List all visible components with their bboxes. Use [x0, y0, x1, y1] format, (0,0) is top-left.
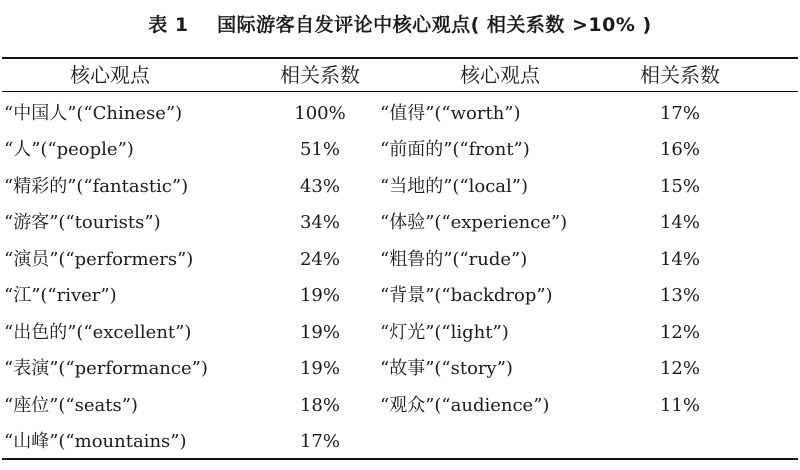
left-row-7-view: “出色的”(“excellent”): [4, 322, 192, 343]
right-row-5-view: “粗鲁的”(“rude”): [380, 249, 528, 270]
left-row-9-coefficient: 18%: [299, 395, 340, 416]
right-row-5-coefficient: 14%: [659, 249, 700, 270]
right-row-8-view: “故事”(“story”): [380, 358, 513, 379]
right-row-9-coefficient: 11%: [659, 395, 700, 416]
header-coefficient-right: 相关系数: [640, 63, 720, 87]
right-row-7-view: “灯光”(“light”): [380, 322, 509, 343]
left-row-9-view: “座位”(“seats”): [4, 395, 138, 416]
left-row-3-coefficient: 43%: [299, 176, 340, 197]
left-row-1-view: “中国人”(“Chinese”): [4, 103, 183, 124]
right-row-6-coefficient: 13%: [659, 285, 700, 306]
left-row-8-coefficient: 19%: [299, 358, 340, 379]
left-row-1-coefficient: 100%: [294, 103, 346, 124]
left-row-7-coefficient: 19%: [299, 322, 340, 343]
left-row-4-coefficient: 34%: [299, 212, 340, 233]
header-core-view-left: 核心观点: [70, 63, 150, 87]
right-row-1-view: “值得”(“worth”): [380, 103, 521, 124]
left-row-2-coefficient: 51%: [299, 139, 340, 160]
left-row-2-view: “人”(“people”): [4, 139, 134, 160]
left-row-6-coefficient: 19%: [299, 285, 340, 306]
table-top-rule: [2, 57, 798, 59]
left-row-10-view: “山峰”(“mountains”): [4, 431, 187, 452]
left-row-4-view: “游客”(“tourists”): [4, 212, 161, 233]
left-row-6-view: “江”(“river”): [4, 285, 117, 306]
right-row-7-coefficient: 12%: [659, 322, 700, 343]
left-row-10-coefficient: 17%: [299, 431, 340, 452]
header-core-view-right: 核心观点: [460, 63, 540, 87]
left-row-5-view: “演员”(“performers”): [4, 249, 194, 270]
right-row-9-view: “观众”(“audience”): [380, 395, 550, 416]
header-coefficient-left: 相关系数: [280, 63, 360, 87]
right-row-2-view: “前面的”(“front”): [380, 139, 530, 160]
right-row-1-coefficient: 17%: [659, 103, 700, 124]
left-row-5-coefficient: 24%: [299, 249, 340, 270]
right-row-3-view: “当地的”(“local”): [380, 176, 529, 197]
right-row-4-coefficient: 14%: [659, 212, 700, 233]
right-row-2-coefficient: 16%: [659, 139, 700, 160]
right-row-3-coefficient: 15%: [659, 176, 700, 197]
table-header-rule: [2, 91, 798, 92]
right-row-6-view: “背景”(“backdrop”): [380, 285, 553, 306]
table-bottom-rule: [2, 458, 798, 460]
left-row-8-view: “表演”(“performance”): [4, 358, 208, 379]
table-caption: 表 1 国际游客自发评论中核心观点( 相关系数 >10% ): [148, 14, 652, 36]
right-row-8-coefficient: 12%: [659, 358, 700, 379]
right-row-4-view: “体验”(“experience”): [380, 212, 568, 233]
left-row-3-view: “精彩的”(“fantastic”): [4, 176, 189, 197]
